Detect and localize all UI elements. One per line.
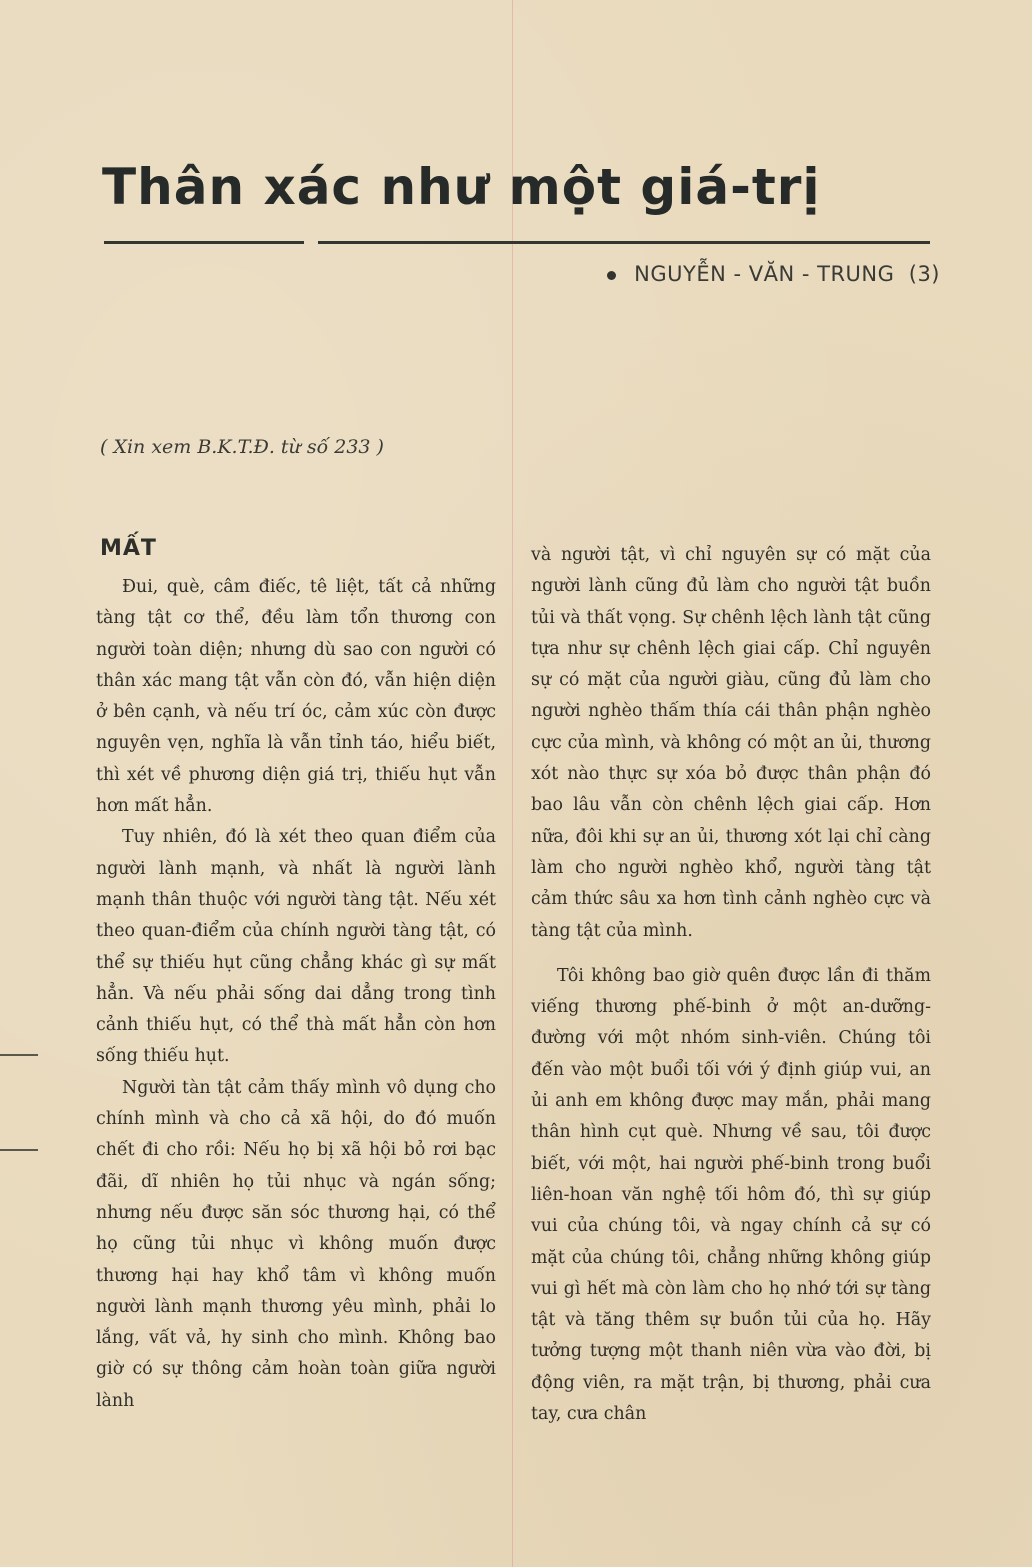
paragraph: Tôi không bao giờ quên được lần đi thăm viếng thương phế-binh ở một an-dưỡng-đường với một nhóm sinh-viên. Chúng tôi đến vào một buổi tối với ý định giúp vui, an ủi anh em không được may mắn, phải mang thân hình cụt què. Nhưng về sau, tôi được biết, với một, hai người phế-binh trong buổi liên-hoan văn nghệ tối hôm đó, thì sự giúp vui của chúng tôi, và ngay chính cả sự có mặt của chúng tôi, chẳng những không giúp vui gì hết mà còn làm cho họ nhớ tới sự tàng tật và tăng thêm sự buồn tủi của họ. Hãy tưởng tượng một thanh niên vừa vào đời, bị động viên, ra mặt trận, bị thương, phải cưa tay, cưa chân bbox=[531, 965, 931, 1425]
paragraph: Đui, què, câm điếc, tê liệt, tất cả những tàng tật cơ thể, đều làm tổn thương con người toàn diện; nhưng dù sao con người có thân xác mang tật vẫn còn đó, vẫn hiện diện ở bên cạnh, và nếu trí óc, cảm xúc còn được nguyên vẹn, nghĩa là vẫn tỉnh táo, hiểu biết, thì xét về phương diện giá trị, thiếu hụt vẫn hơn mất hẳn. bbox=[96, 577, 496, 817]
title-rule-left bbox=[104, 241, 304, 244]
section-heading: MẤT bbox=[100, 536, 157, 561]
paragraph: và người tật, vì chỉ nguyên sự có mặt của người lành cũng đủ làm cho người tật buồn tủi và thất vọng. Sự chênh lệch lành tật cũng tựa như sự chênh lệch giai cấp. Chỉ nguyên sự có mặt của người giàu, cũng đủ làm cho người nghèo thấm thía cái thân phận nghèo cực của mình, và không có một an ủi, thương xót nào thực sự xóa bỏ được thân phận đó bao lâu vẫn còn chênh lệch giai cấp. Hơn nữa, đôi khi sự an ủi, thương xót lại chỉ càng làm cho người nghèo khổ, người tàng tật cảm thức sâu xa hơn tình cảnh nghèo cực và tàng tật của mình. bbox=[531, 545, 931, 941]
page-crease bbox=[512, 0, 513, 1567]
bullet-icon bbox=[607, 271, 616, 280]
title-rule-right bbox=[318, 241, 930, 244]
edge-mark bbox=[0, 1149, 38, 1151]
author-line bbox=[607, 262, 940, 286]
paragraph: Tuy nhiên, đó là xét theo quan điểm của người lành mạnh, và nhất là người lành mạnh thân thuộc với người tàng tật. Nếu xét theo quan-điểm của chính người tàng tật, có thể sự thiếu hụt cũng chẳng khác gì sự mất hẳn. Và nếu phải sống dai dẳng trong tình cảnh thiếu hụt, có thể thà mất hẳn còn hơn sống thiếu hụt. bbox=[96, 827, 496, 1067]
article-title: Thân xác như một giá-trị bbox=[102, 158, 821, 216]
left-column bbox=[96, 572, 496, 1417]
right-column bbox=[531, 540, 931, 1430]
part-number: (3) bbox=[908, 262, 940, 286]
author-name: NGUYỄN - VĂN - TRUNG bbox=[634, 262, 895, 286]
series-note: ( Xin xem B.K.T.Đ. từ số 233 ) bbox=[100, 436, 384, 458]
edge-mark bbox=[0, 1054, 38, 1056]
paragraph: Người tàn tật cảm thấy mình vô dụng cho chính mình và cho cả xã hội, do đó muốn chết đi cho rồi: Nếu họ bị xã hội bỏ rơi bạc đãi, dĩ nhiên họ tủi nhục và ngán sống; nhưng nếu được săn sóc thương hại, có thể họ cũng tủi nhục vì không muốn được thương hại hay khổ tâm vì không muốn người lành mạnh thương yêu mình, phải lo lắng, vất vả, hy sinh cho mình. Không bao giờ có sự thông cảm hoàn toàn giữa người lành bbox=[96, 1077, 496, 1411]
